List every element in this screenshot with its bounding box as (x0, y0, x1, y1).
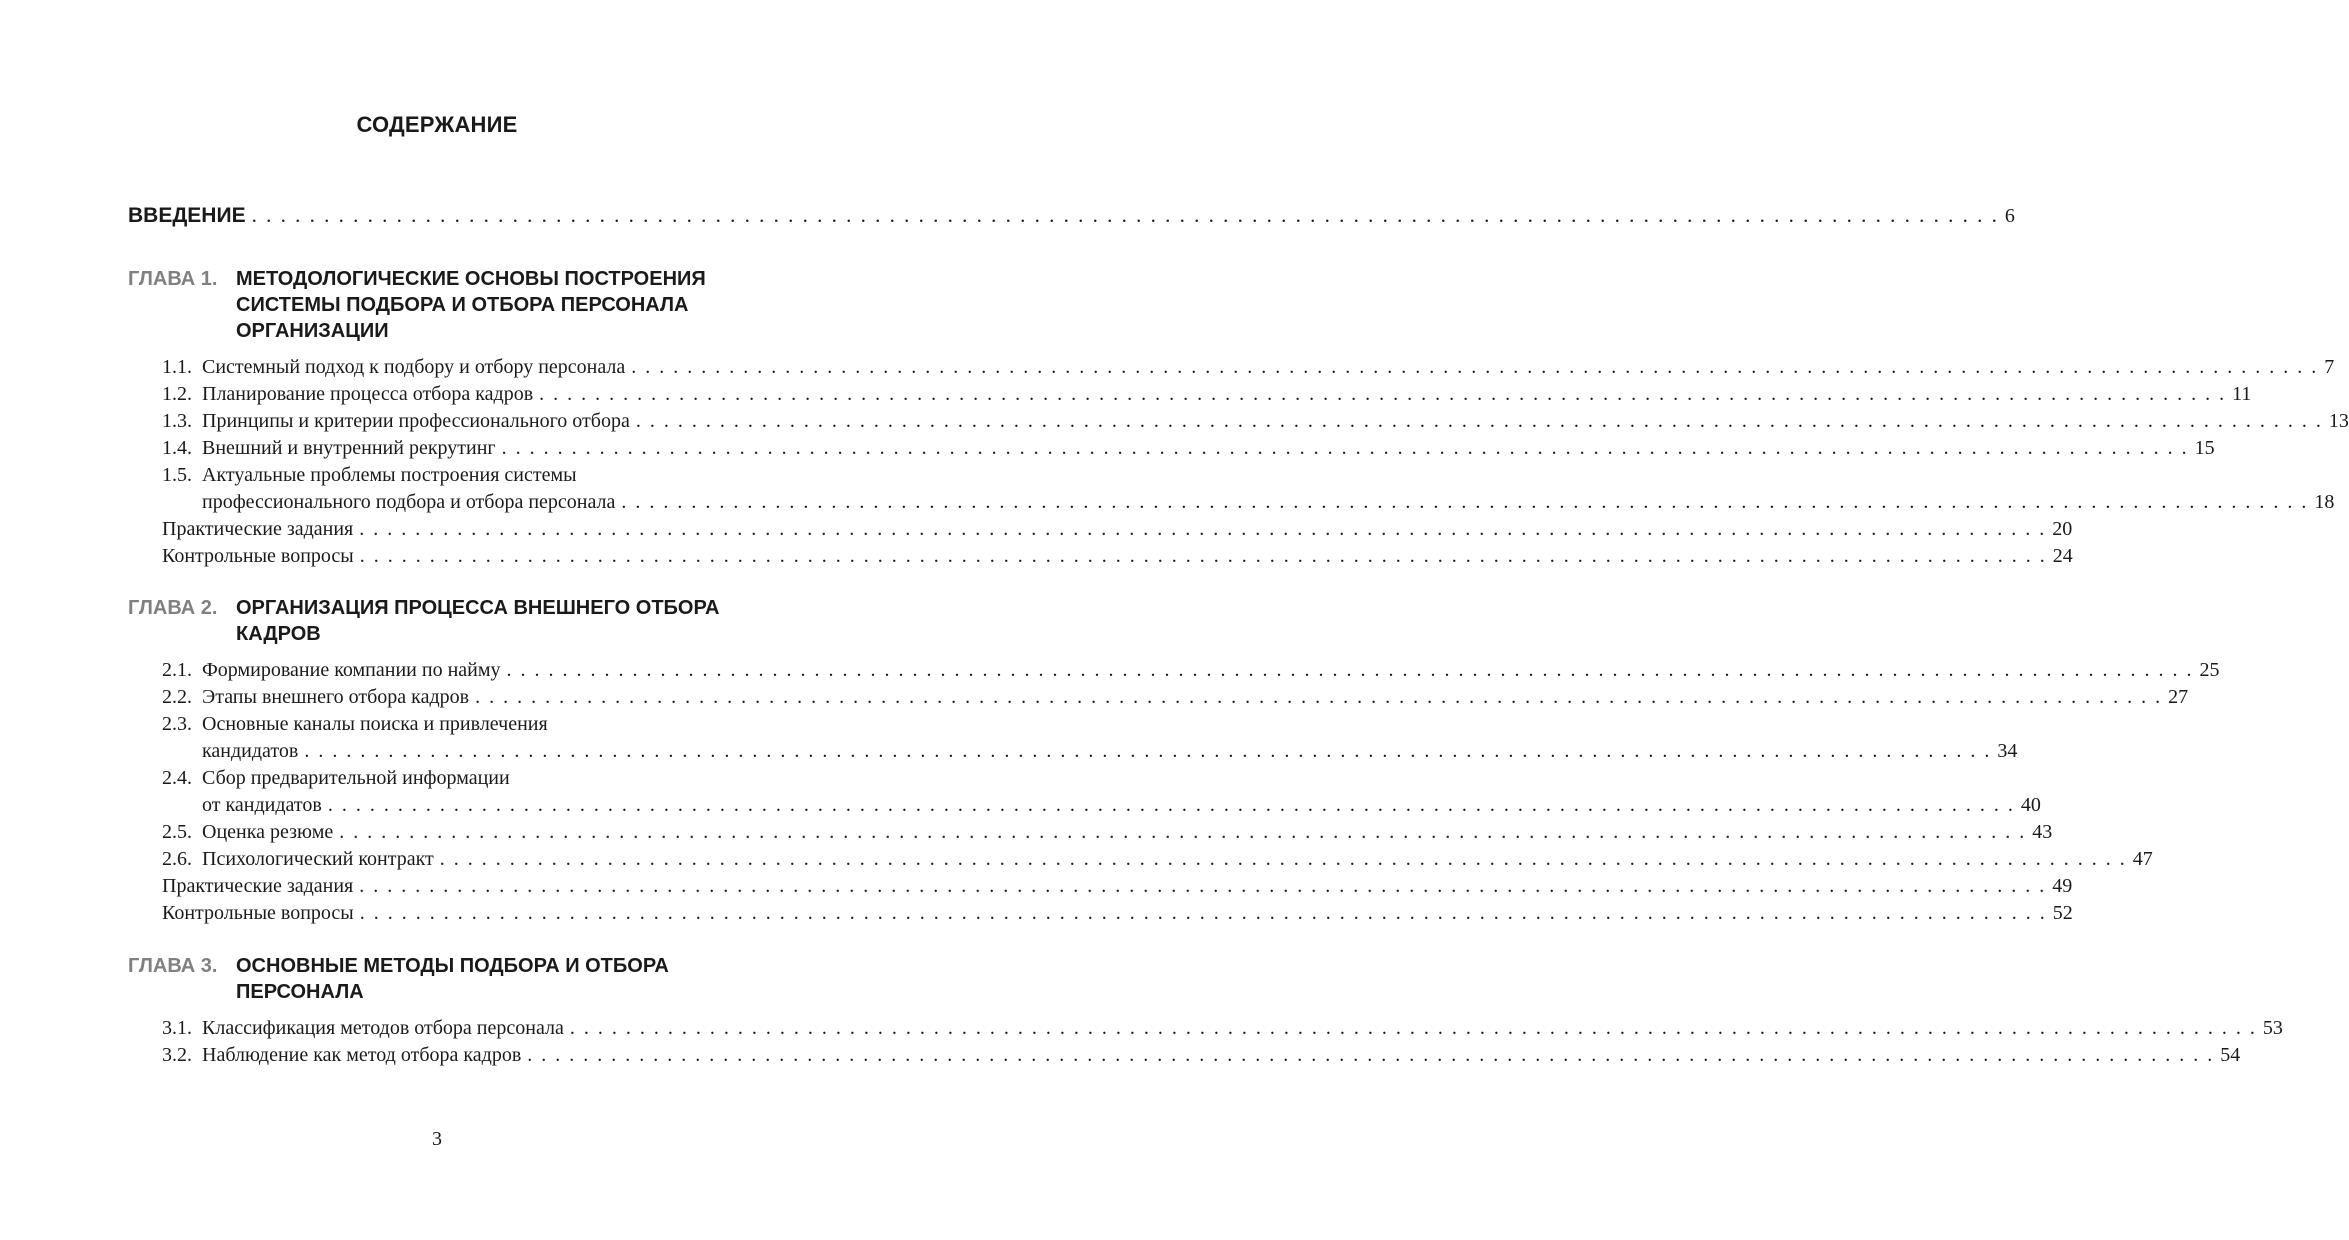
entry-line (202, 435, 2215, 462)
entry-body (202, 684, 2188, 711)
entry-title: профессионального подбора и отбора персонала (202, 491, 616, 513)
dot-leader (621, 489, 2308, 516)
dot-leader (502, 435, 2189, 462)
dot-leader (631, 354, 2318, 381)
entry-line (202, 1042, 2240, 1069)
toc-entry[interactable] (162, 354, 2335, 381)
chapter-heading[interactable] (128, 266, 768, 344)
entry-page-number: 34 (1997, 740, 2018, 762)
table-of-contents (128, 203, 2349, 1069)
dot-leader (570, 1015, 2257, 1042)
toc-entry[interactable] (162, 516, 2073, 543)
entry-page-number: 13 (2328, 410, 2349, 432)
chapter-number: ГЛАВА 1. (128, 268, 218, 290)
entry-body (202, 657, 2220, 684)
entry-line (162, 900, 2073, 927)
dot-leader (507, 657, 2194, 684)
entry-title: Планирование процесса отбора кадров (202, 383, 534, 405)
entry-number: 2.4. (162, 767, 192, 789)
entry-line (202, 792, 2041, 819)
entry-body (202, 765, 2041, 819)
dot-leader (475, 684, 2162, 711)
entry-line (202, 738, 2017, 765)
toc-entry[interactable] (162, 873, 2073, 900)
page-title: СОДЕРЖАНИЕ (356, 112, 518, 137)
entry-page-number: 52 (2052, 902, 2073, 924)
entry-title: Формирование компании по найму (202, 659, 501, 681)
chapter-heading[interactable] (128, 953, 768, 1005)
entry-title: Наблюдение как метод отбора кадров (202, 1044, 522, 1066)
entry-page-number: 54 (2220, 1044, 2241, 1066)
entry-line (202, 462, 2334, 489)
entry-body (202, 1015, 2283, 1042)
entry-body (162, 516, 2072, 543)
dot-leader (636, 408, 2323, 435)
entry-body (202, 462, 2334, 516)
entry-line (162, 873, 2072, 900)
intro-label: ВВЕДЕНИЕ (128, 204, 246, 227)
entry-title: Принципы и критерии профессионального отбора (202, 410, 630, 432)
toc-entry[interactable] (162, 765, 2041, 819)
entry-line (202, 381, 2251, 408)
entry-page-number: 25 (2199, 659, 2220, 681)
entry-body (202, 711, 2017, 765)
toc-entry[interactable] (162, 900, 2073, 927)
entry-line (202, 819, 2052, 846)
toc-entry[interactable] (162, 846, 2153, 873)
entry-line (202, 354, 2334, 381)
entry-line (202, 657, 2220, 684)
toc-intro-entry[interactable] (128, 203, 2015, 235)
entry-line (202, 765, 2041, 792)
entry-body (202, 846, 2153, 873)
entry-body (162, 543, 2073, 570)
chapter-section (128, 595, 2220, 927)
entry-number: 2.6. (162, 848, 192, 870)
toc-entry[interactable] (162, 462, 2335, 516)
entry-page-number: 11 (2232, 383, 2252, 405)
entry-body (162, 873, 2072, 900)
entry-body (202, 381, 2251, 408)
entry-line (202, 408, 2349, 435)
dot-leader (304, 738, 1991, 765)
dot-leader (328, 792, 2015, 819)
entry-line (202, 711, 2017, 738)
chapter-number: ГЛАВА 3. (128, 955, 218, 977)
toc-entry[interactable] (162, 543, 2073, 570)
entry-title: Классификация методов отбора персонала (202, 1017, 564, 1039)
entry-title: Оценка резюме (202, 821, 334, 843)
entry-body (202, 1042, 2240, 1069)
dot-leader (339, 819, 2026, 846)
entry-page-number: 43 (2032, 821, 2053, 843)
dot-leader (539, 381, 2226, 408)
page-number: 3 (432, 1128, 442, 1150)
entry-page-number: 24 (2052, 545, 2073, 567)
toc-entry[interactable] (162, 684, 2189, 711)
chapter-title: МЕТОДОЛОГИЧЕСКИЕ ОСНОВЫ ПОСТРОЕНИЯ СИСТЕМЫ ПОДБОРА И ОТБОРА ПЕРСОНАЛА ОРГАНИЗАЦИИ (236, 268, 706, 342)
entry-number: 2.3. (162, 713, 192, 735)
entry-title: Практические задания (162, 518, 354, 540)
toc-entry[interactable] (162, 657, 2220, 684)
entry-title: Актуальные проблемы построения системы (202, 464, 577, 486)
entry-title: Психологический контракт (202, 848, 434, 870)
toc-entry[interactable] (162, 711, 2018, 765)
entry-number: 3.2. (162, 1044, 192, 1066)
entry-number: 2.1. (162, 659, 192, 681)
entry-number: 1.4. (162, 437, 192, 459)
toc-entry[interactable] (162, 1015, 2283, 1042)
entry-body (202, 354, 2334, 381)
chapter-entries (162, 354, 2349, 570)
entry-line (202, 846, 2153, 873)
entry-line (162, 543, 2073, 570)
toc-entry[interactable] (162, 819, 2053, 846)
toc-entry[interactable] (162, 408, 2349, 435)
entry-title: от кандидатов (202, 794, 322, 816)
toc-entry[interactable] (162, 435, 2215, 462)
entry-line (162, 516, 2072, 543)
toc-entry[interactable] (162, 1042, 2241, 1069)
chapter-entries (162, 1015, 2283, 1069)
chapters-list (128, 266, 2349, 1069)
entry-number: 2.2. (162, 686, 192, 708)
entry-number: 3.1. (162, 1017, 192, 1039)
entry-number: 1.3. (162, 410, 192, 432)
dot-leader (360, 543, 2047, 570)
intro-page-number: 6 (2004, 205, 2015, 227)
chapter-section (128, 266, 2349, 570)
entry-title: Внешний и внутренний рекрутинг (202, 437, 496, 459)
entry-page-number: 18 (2314, 491, 2335, 513)
entry-body (202, 408, 2349, 435)
entry-title: Сбор предварительной информации (202, 767, 510, 789)
chapter-heading[interactable] (128, 595, 768, 647)
entry-number: 1.1. (162, 356, 192, 378)
toc-entry[interactable] (162, 381, 2252, 408)
entry-page-number: 53 (2262, 1017, 2283, 1039)
entry-page-number: 20 (2052, 518, 2073, 540)
chapter-title: ОРГАНИЗАЦИЯ ПРОЦЕССА ВНЕШНЕГО ОТБОРА КАДРОВ (236, 597, 720, 645)
entry-line (202, 1015, 2283, 1042)
entry-number: 1.2. (162, 383, 192, 405)
entry-line (202, 489, 2334, 516)
entry-number: 1.5. (162, 464, 192, 486)
entry-page-number: 15 (2194, 437, 2215, 459)
dot-leader (527, 1042, 2214, 1069)
entry-body (202, 819, 2052, 846)
entry-number: 2.5. (162, 821, 192, 843)
chapter-section (128, 953, 2283, 1069)
entry-title: Контрольные вопросы (162, 545, 354, 567)
entry-title: кандидатов (202, 740, 299, 762)
entry-body (162, 900, 2073, 927)
chapter-number: ГЛАВА 2. (128, 597, 218, 619)
chapter-entries (162, 657, 2220, 927)
entry-page-number: 47 (2132, 848, 2153, 870)
dot-leader (359, 516, 2046, 543)
entry-title: Системный подход к подбору и отбору персонала (202, 356, 626, 378)
entry-title: Этапы внешнего отбора кадров (202, 686, 470, 708)
entry-page-number: 49 (2052, 875, 2073, 897)
entry-body (202, 435, 2215, 462)
entry-line (202, 684, 2188, 711)
entry-title: Основные каналы поиска и привлечения (202, 713, 548, 735)
dot-leader (252, 203, 1999, 228)
entry-page-number: 7 (2324, 356, 2335, 378)
entry-title: Контрольные вопросы (162, 902, 354, 924)
entry-page-number: 40 (2020, 794, 2041, 816)
entry-title: Практические задания (162, 875, 354, 897)
chapter-title: ОСНОВНЫЕ МЕТОДЫ ПОДБОРА И ОТБОРА ПЕРСОНАЛА (236, 955, 669, 1003)
dot-leader (360, 900, 2047, 927)
dot-leader (359, 873, 2046, 900)
entry-page-number: 27 (2168, 686, 2189, 708)
dot-leader (440, 846, 2127, 873)
